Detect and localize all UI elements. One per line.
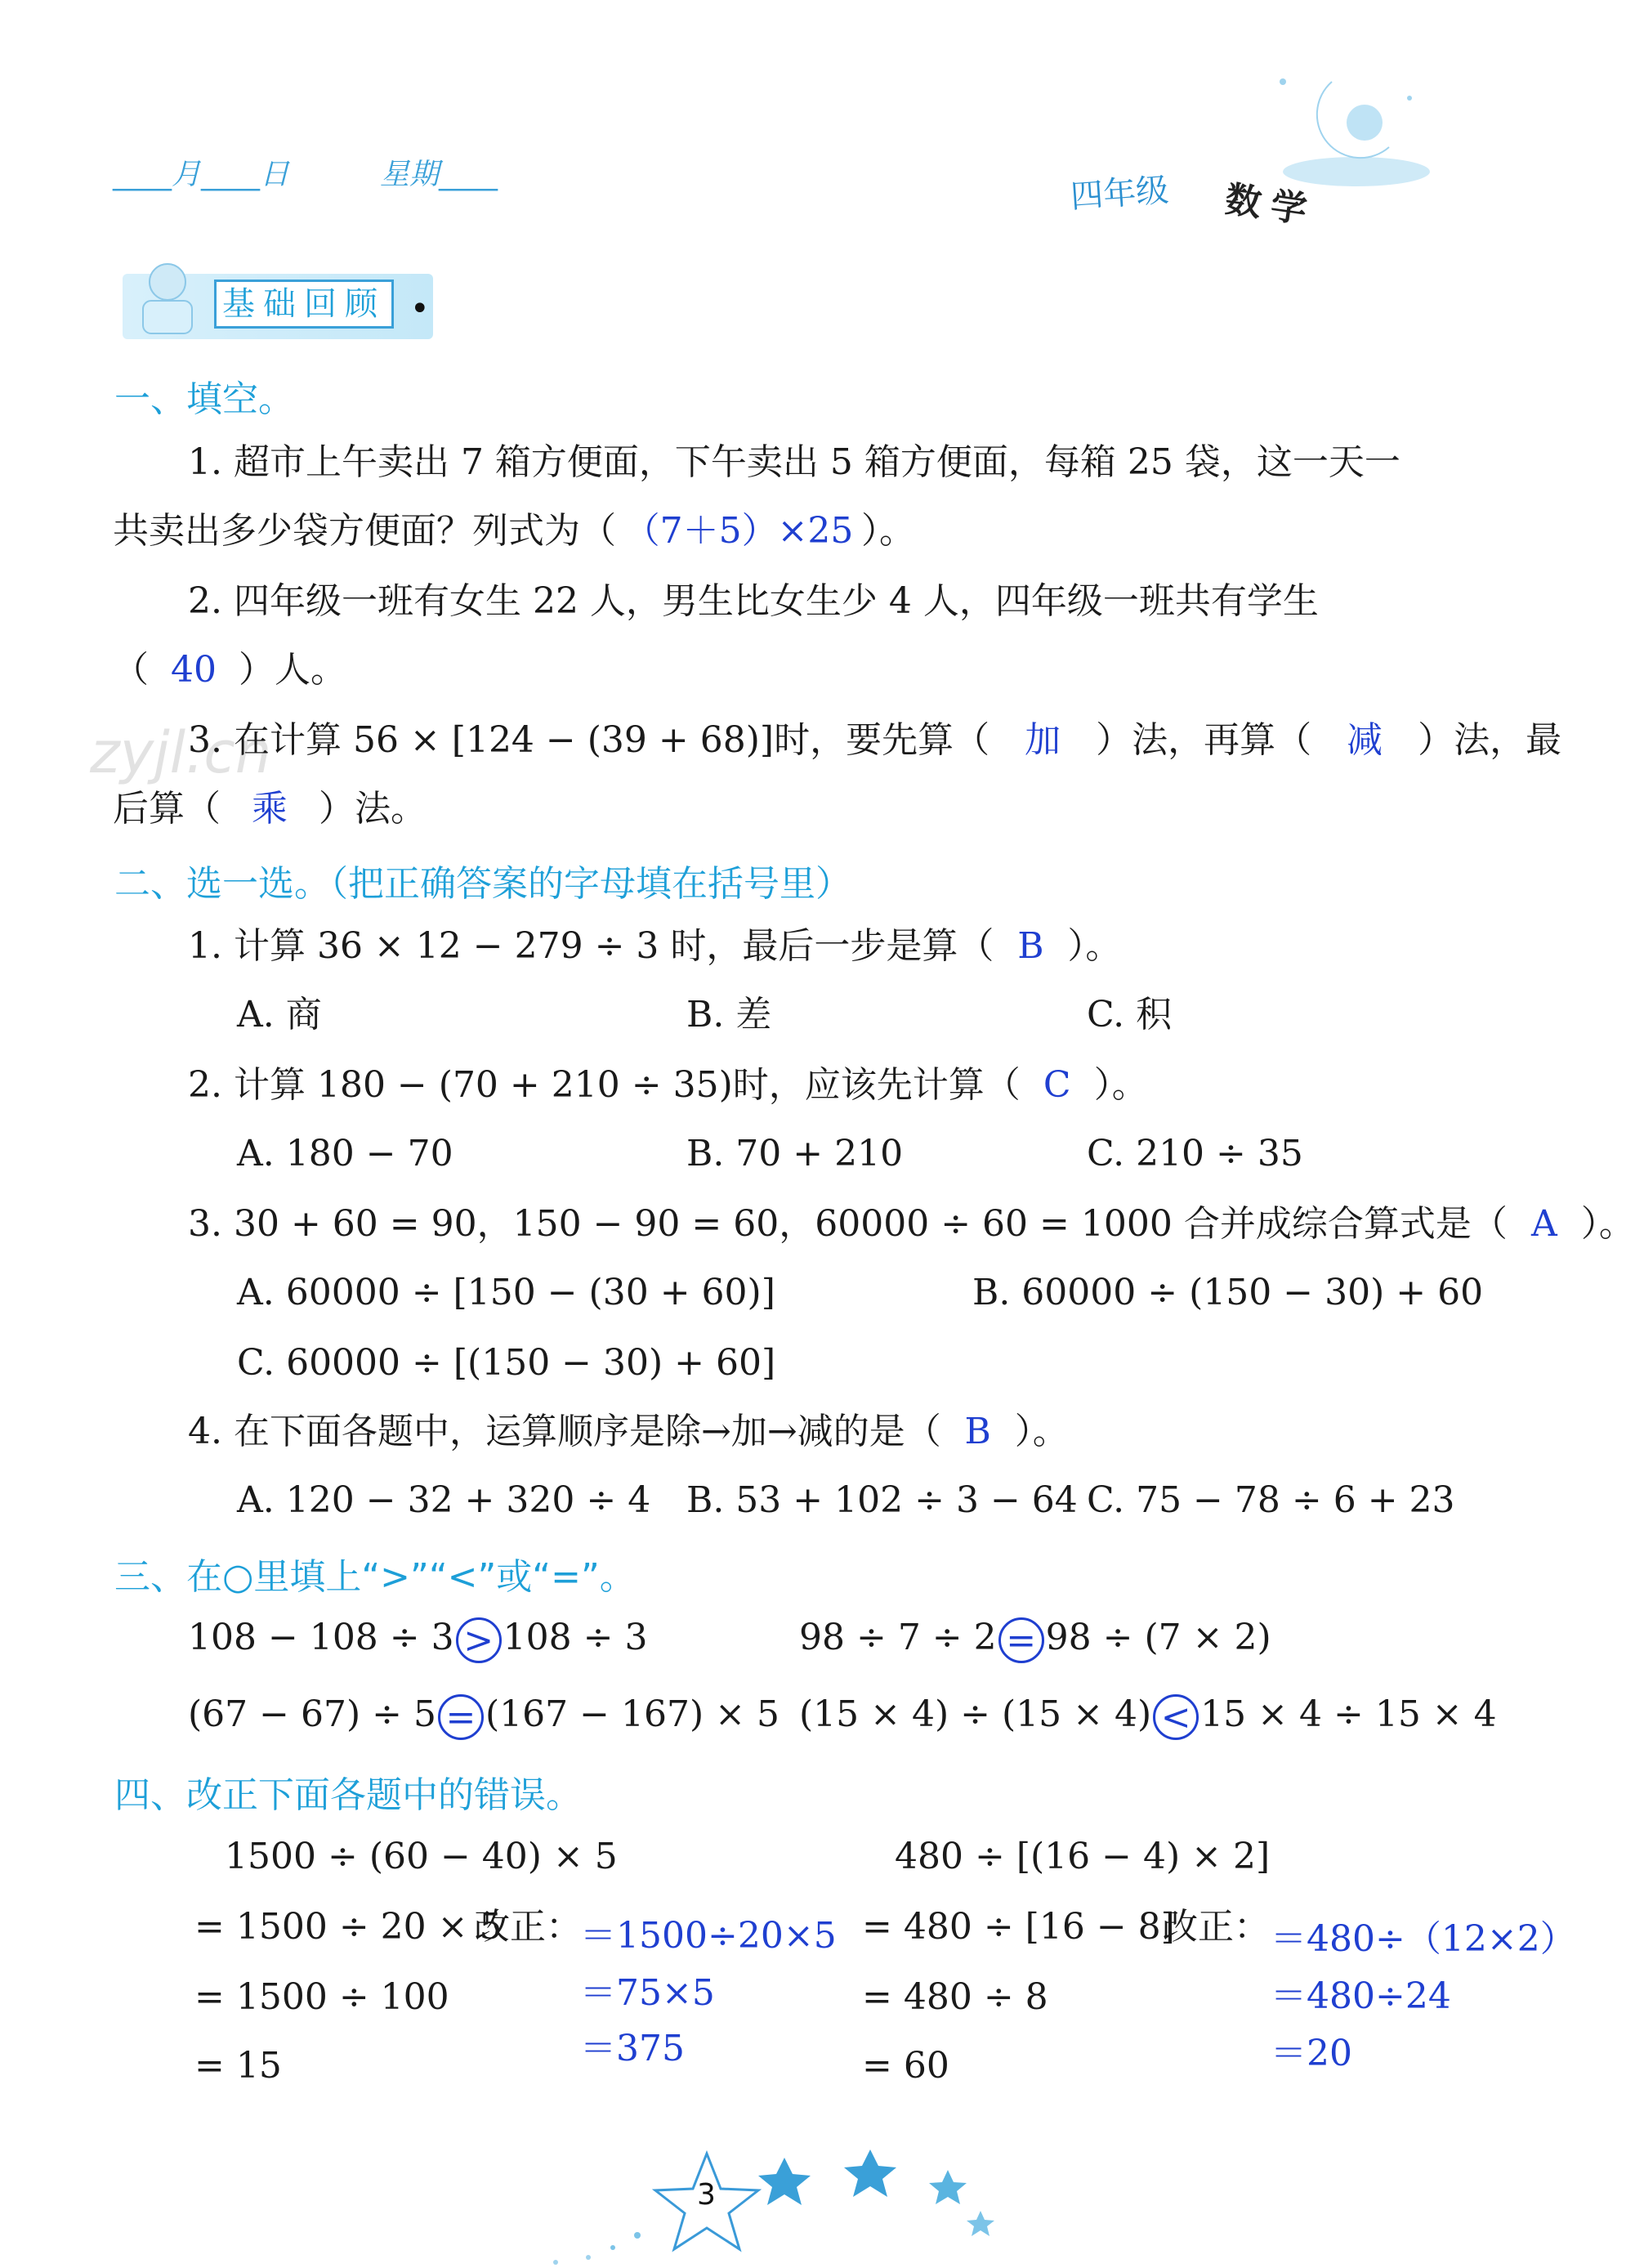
s3-item-4: (15 × 4) ÷ (15 × 4) < 15 × 4 ÷ 15 × 4 <box>799 1693 1497 1738</box>
s1-q3-answer-2: 减 <box>1347 719 1383 761</box>
section-1-title: 一、填空。 <box>114 378 294 420</box>
s1-q2-answer: 40 <box>171 649 217 691</box>
s2-q2-stem: 2. 计算 180 − (70 + 210 ÷ 35)时，应该先计算（ C ）。 <box>188 1064 1148 1106</box>
s1-q1-answer: （7＋5）×25 <box>623 510 854 552</box>
s4-left-fix-1: ＝1500÷20×5 <box>580 1915 837 1957</box>
s3-item-2-sign: = <box>998 1617 1044 1663</box>
s2-q3-answer: A <box>1530 1203 1557 1245</box>
s2-q2-option-a: A. 180 − 70 <box>237 1133 453 1174</box>
s2-q3-stem: 3. 30 + 60 = 90，150 − 90 = 60，60000 ÷ 60 = 1000 合并成综合算式是（ A ）。 <box>188 1203 1635 1245</box>
s3-item-1: 108 − 108 ÷ 3 > 108 ÷ 3 <box>188 1617 648 1662</box>
child-reading-icon <box>123 253 212 343</box>
s2-q4-answer: B <box>964 1411 991 1452</box>
section-2-title: 二、选一选。（把正确答案的字母填在括号里） <box>114 863 851 905</box>
section-banner-title: 基础回顾 <box>214 280 394 329</box>
watermark: zyjl.cn <box>90 719 272 786</box>
weekday-label: 星期____ <box>380 158 498 191</box>
s4-right-step-3: = 60 <box>862 2045 949 2087</box>
footer-stars-icon <box>507 2133 1079 2268</box>
s4-left-fix-3: ＝375 <box>580 2028 685 2069</box>
s4-left-step-3: = 15 <box>194 2045 282 2087</box>
s1-q3-answer-1: 加 <box>1025 719 1061 761</box>
grade-label: 四年级 <box>1069 171 1170 217</box>
s4-right-step-1: = 480 ÷ [16 − 8] <box>862 1906 1175 1948</box>
date-label: ____月____日 <box>113 158 290 191</box>
s2-q3-option-c: C. 60000 ÷ [(150 − 30) + 60] <box>237 1342 776 1384</box>
s1-q3-line1: 3. 在计算 56 × [124 − (39 + 68)]时，要先算（ 加 ）法，再算（ 减 ）法，最 <box>188 719 1562 761</box>
s1-q2-line1: 2. 四年级一班有女生 22 人，男生比女生少 4 人，四年级一班共有学生 <box>188 580 1319 622</box>
s4-right-fix-1: ＝480÷（12×2） <box>1271 1918 1576 1960</box>
s2-q4-option-b: B. 53 + 102 ÷ 3 − 64 <box>686 1479 1078 1521</box>
s4-left-fix-2: ＝75×5 <box>580 1972 715 2014</box>
s2-q2-option-b: B. 70 + 210 <box>686 1133 904 1174</box>
s3-item-3: (67 − 67) ÷ 5 = (167 − 167) × 5 <box>188 1693 780 1738</box>
s2-q1-option-b: B. 差 <box>686 994 772 1036</box>
s3-item-3-sign: = <box>438 1694 484 1740</box>
page-number: 3 <box>697 2178 716 2212</box>
s4-right-fix-3: ＝20 <box>1271 2033 1352 2074</box>
s2-q2-answer: C <box>1043 1064 1071 1106</box>
s2-q1-option-a: A. 商 <box>237 994 322 1036</box>
s3-item-4-sign: < <box>1153 1694 1199 1740</box>
subject-label: 数学 <box>1222 178 1320 233</box>
s4-right-fix-label: 改正： <box>1162 1906 1270 1948</box>
s4-left-fix-label: 改正： <box>474 1906 582 1948</box>
s4-right-step-2: = 480 ÷ 8 <box>862 1976 1048 2018</box>
s4-left-expr: 1500 ÷ (60 − 40) × 5 <box>225 1836 618 1877</box>
section-3-title: 三、在○里填上“>”“<”或“=”。 <box>114 1556 636 1598</box>
s2-q1-option-c: C. 积 <box>1087 994 1173 1036</box>
s4-right-fix-2: ＝480÷24 <box>1271 1975 1451 2017</box>
moon-decoration-icon <box>1234 49 1430 196</box>
s2-q1-answer: B <box>1017 925 1044 967</box>
banner-dot: • <box>410 290 430 328</box>
s4-right-expr: 480 ÷ [(16 − 4) × 2] <box>895 1836 1271 1877</box>
s3-item-2: 98 ÷ 7 ÷ 2 = 98 ÷ (7 × 2) <box>799 1617 1271 1662</box>
s1-q3-line2: 后算（ 乘 ）法。 <box>113 788 427 830</box>
s2-q3-option-a: A. 60000 ÷ [150 − (30 + 60)] <box>237 1272 775 1313</box>
s2-q4-stem: 4. 在下面各题中，运算顺序是除→加→减的是（ B ）。 <box>188 1411 1069 1452</box>
section-4-title: 四、改正下面各题中的错误。 <box>114 1774 582 1816</box>
s4-left-step-2: = 1500 ÷ 100 <box>194 1976 449 2018</box>
s1-q2-line2: （ 40 ）人。 <box>113 649 346 691</box>
s2-q2-option-c: C. 210 ÷ 35 <box>1087 1133 1303 1174</box>
s4-left-step-1: = 1500 ÷ 20 × 5 <box>194 1906 503 1948</box>
s1-q3-answer-3: 乘 <box>252 788 288 830</box>
s2-q4-option-c: C. 75 − 78 ÷ 6 + 23 <box>1087 1479 1455 1521</box>
s1-q1-line1: 1. 超市上午卖出 7 箱方便面，下午卖出 5 箱方便面，每箱 25 袋，这一天一 <box>188 441 1400 483</box>
s3-item-1-sign: > <box>456 1617 502 1663</box>
s2-q4-option-a: A. 120 − 32 + 320 ÷ 4 <box>237 1479 651 1521</box>
s2-q1-stem: 1. 计算 36 × 12 − 279 ÷ 3 时，最后一步是算（ B ）。 <box>188 925 1122 967</box>
s2-q3-option-b: B. 60000 ÷ (150 − 30) + 60 <box>972 1272 1484 1313</box>
s1-q1-line2: 共卖出多少袋方便面？列式为（ （7＋5）×25 ）。 <box>113 510 915 552</box>
